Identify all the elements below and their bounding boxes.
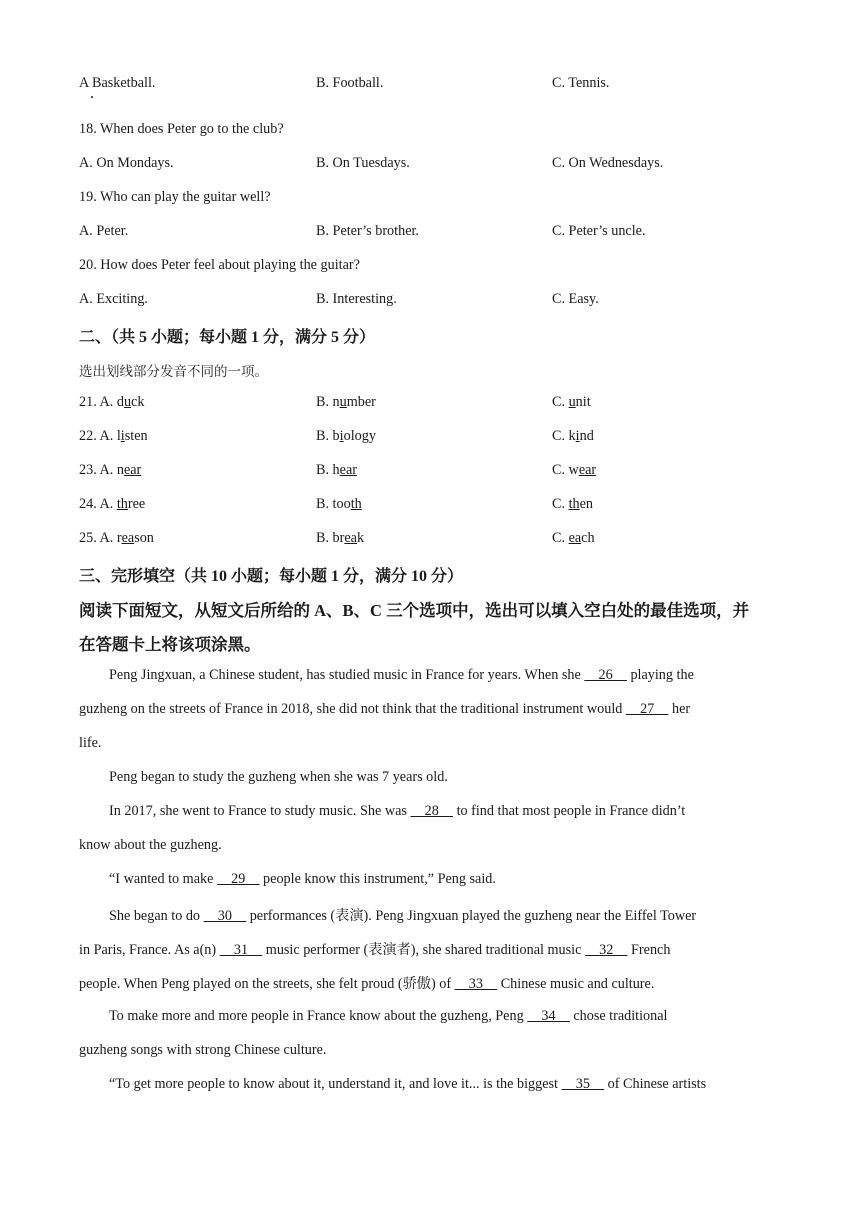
passage-text: of Chinese artists — [604, 1076, 707, 1092]
question-number: 23. A. — [79, 462, 117, 478]
question-number: 21. A. — [79, 394, 117, 410]
word-part: ology — [343, 428, 376, 444]
question-number: 22. A. — [79, 428, 117, 444]
underlined-letters: ear — [339, 462, 357, 478]
passage-line — [79, 735, 789, 752]
underlined-letters: th — [350, 496, 362, 512]
underlined-letters: i — [120, 428, 125, 444]
section-2-title: 二、（共 5 小题；每小题 1 分，满分 5 分） — [79, 329, 376, 346]
section-2-instruction: 选出划线部分发音不同的一项。 — [79, 364, 268, 380]
underlined-letters: i — [339, 428, 344, 444]
underlined-letters: ear — [578, 462, 597, 478]
phonetic-option-a — [79, 496, 145, 513]
q18-option-b: B. On Tuesdays. — [316, 155, 410, 171]
passage-text: “To get more people to know about it, understand it, and love it... is the biggest — [109, 1076, 562, 1092]
q20-option-b: B. Interesting. — [316, 291, 397, 307]
blank-28: 28 — [410, 803, 454, 819]
word-part: C. — [552, 394, 569, 410]
word-part: mber — [346, 394, 376, 410]
passage-text: She began to do — [109, 908, 204, 924]
section-3-instruction-line1: 阅读下面短文，从短文后所给的 A、B、C 三个选项中，选出可以填入空白处的最佳选项，并 — [79, 601, 750, 620]
q18-option-c: C. On Wednesdays. — [552, 155, 664, 171]
phonetic-option-b — [316, 530, 364, 547]
section-3-instruction-line2: 在答题卡上将该项涂黑。 — [79, 635, 261, 654]
blank-31: 31 — [219, 942, 263, 958]
passage-text: Peng began to study the guzheng when she was 7 years old. — [109, 769, 448, 785]
question-number: 24. A. — [79, 496, 117, 512]
blank-26: 26 — [584, 667, 627, 683]
q19-option-b: B. Peter’s brother. — [316, 223, 419, 239]
passage-text: chose traditional — [569, 1008, 668, 1024]
word-part: sten — [124, 428, 148, 444]
underlined-letters: u — [123, 394, 132, 410]
underlined-letters: ea — [344, 530, 357, 546]
phonetic-option-a — [79, 428, 148, 445]
blank-27: 27 — [625, 701, 669, 717]
underlined-letters: th — [568, 496, 580, 512]
word-part: B. b — [316, 428, 340, 444]
phonetic-option-a — [79, 394, 144, 411]
passage-text: her — [668, 701, 691, 717]
word-part: nd — [579, 428, 594, 444]
passage-line — [109, 871, 819, 888]
word-part: ch — [581, 530, 595, 546]
underlined-letters: ear — [123, 462, 142, 478]
passage-text: music performer (表演者), she shared traditional music — [262, 942, 585, 958]
phonetic-option-c — [552, 462, 596, 479]
word-part: C. — [552, 496, 569, 512]
passage-text: playing the — [626, 667, 694, 683]
word-part: B. h — [316, 462, 340, 478]
q20-option-a: A. Exciting. — [79, 291, 148, 307]
passage-line — [79, 939, 789, 959]
phonetic-option-c — [552, 428, 594, 445]
word-part: l — [116, 428, 121, 444]
word-part: ck — [131, 394, 145, 410]
passage-text: know about the guzheng. — [79, 837, 222, 853]
blank-29: 29 — [216, 871, 260, 887]
underlined-letters: u — [568, 394, 576, 410]
word-part: C. w — [552, 462, 579, 478]
phonetic-option-c — [552, 496, 593, 513]
question-number: 25. A. — [79, 530, 117, 546]
word-part: son — [134, 530, 154, 546]
q17-option-a: A Basketball. — [79, 75, 156, 91]
phonetic-option-c — [552, 394, 591, 411]
passage-text: Chinese music and culture. — [497, 976, 655, 992]
q18-option-a: A. On Mondays. — [79, 155, 174, 171]
word-part: en — [579, 496, 594, 512]
q17-option-b: B. Football. — [316, 75, 384, 91]
passage-text: French — [627, 942, 671, 958]
section-3-title: 三、完形填空（共 10 小题；每小题 1 分，满分 10 分） — [79, 568, 464, 585]
passage-line — [79, 837, 789, 854]
phonetic-option-b — [316, 462, 357, 479]
blank-30: 30 — [203, 908, 247, 924]
passage-text: in Paris, France. As a(n) — [79, 942, 220, 958]
passage-text: to find that most people in France didn’t — [453, 803, 686, 819]
passage-text: In 2017, she went to France to study music. She was — [109, 803, 411, 819]
passage-text: guzheng on the streets of France in 2018, she did not think that the traditional instrument would — [79, 701, 626, 717]
bullet-dot — [91, 96, 93, 98]
q19-option-a: A. Peter. — [79, 223, 129, 239]
passage-line — [109, 905, 819, 925]
passage-text: Peng Jingxuan, a Chinese student, has studied music in France for years. When she — [109, 667, 585, 683]
passage-text: life. — [79, 735, 102, 751]
passage-line — [109, 667, 819, 684]
word-part: k — [356, 530, 365, 546]
passage-text: people. When Peng played on the streets, she felt proud (骄傲) of — [79, 976, 455, 992]
passage-text: To make more and more people in France know about the guzheng, Peng — [109, 1008, 528, 1024]
passage-text: “I wanted to make — [109, 871, 217, 887]
blank-34: 34 — [527, 1008, 570, 1024]
passage-text: guzheng songs with strong Chinese culture. — [79, 1042, 327, 1058]
underlined-letters: ea — [568, 530, 582, 546]
word-part: d — [116, 394, 124, 410]
passage-text: people know this instrument,” Peng said. — [259, 871, 496, 887]
underlined-letters: u — [339, 394, 347, 410]
blank-32: 32 — [584, 942, 628, 958]
q20-option-c: C. Easy. — [552, 291, 599, 307]
phonetic-option-c — [552, 530, 595, 547]
word-part: C. k — [552, 428, 576, 444]
phonetic-option-a — [79, 462, 141, 479]
q20-question: 20. How does Peter feel about playing the guitar? — [79, 257, 360, 273]
q17-option-c: C. Tennis. — [552, 75, 610, 91]
word-part: B. n — [316, 394, 340, 410]
passage-text: performances (表演). Peng Jingxuan played the guzheng near the Eiffel Tower — [246, 908, 697, 924]
underlined-letters: th — [116, 496, 128, 512]
word-part: B. br — [316, 530, 345, 546]
passage-line — [109, 769, 819, 786]
word-part: n — [116, 462, 124, 478]
passage-line — [79, 701, 789, 718]
q19-question: 19. Who can play the guitar well? — [79, 189, 271, 205]
passage-line — [79, 973, 789, 993]
word-part: nit — [575, 394, 591, 410]
phonetic-option-b — [316, 496, 362, 513]
passage-line — [109, 1008, 819, 1025]
q19-option-c: C. Peter’s uncle. — [552, 223, 646, 239]
passage-line — [109, 803, 819, 820]
phonetic-option-a — [79, 530, 154, 547]
word-part: B. too — [316, 496, 351, 512]
word-part: ree — [127, 496, 146, 512]
passage-line — [79, 1042, 789, 1059]
q18-question: 18. When does Peter go to the club? — [79, 121, 284, 137]
word-part: C. — [552, 530, 569, 546]
phonetic-option-b — [316, 428, 376, 445]
passage-line — [109, 1076, 819, 1093]
word-part: r — [116, 530, 122, 546]
underlined-letters: i — [575, 428, 580, 444]
blank-33: 33 — [454, 976, 498, 992]
phonetic-option-b — [316, 394, 376, 411]
blank-35: 35 — [561, 1076, 605, 1092]
underlined-letters: ea — [121, 530, 135, 546]
